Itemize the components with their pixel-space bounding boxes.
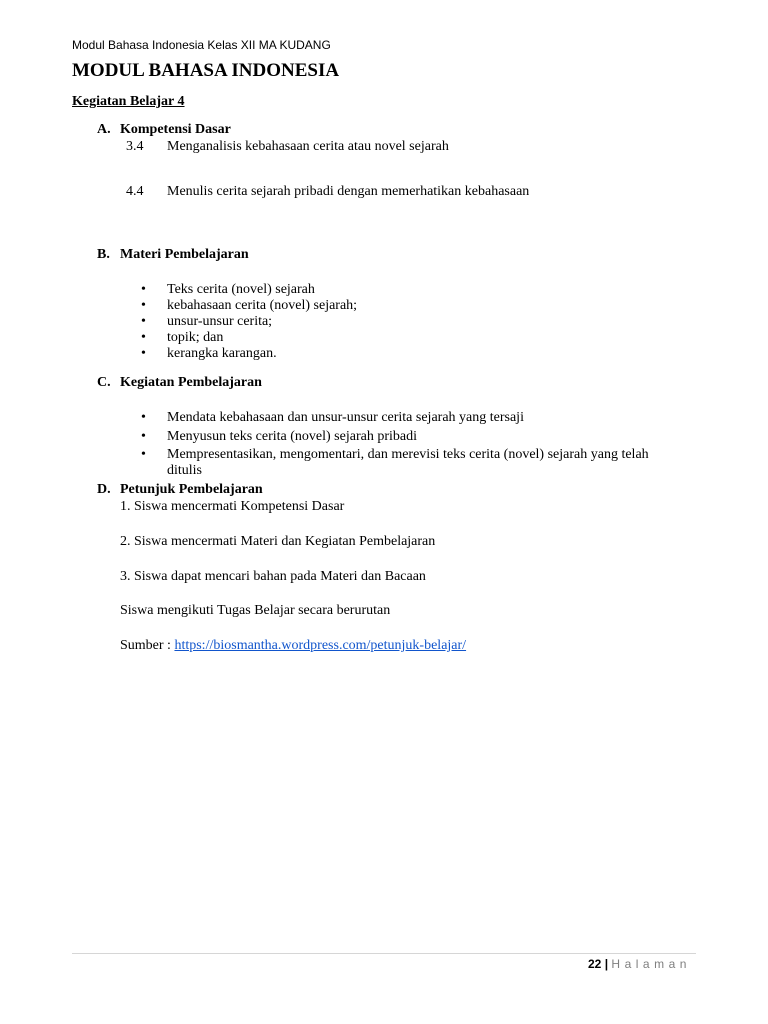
section-b-title: Materi Pembelajaran bbox=[120, 247, 249, 262]
step-item: 2. Siswa mencermati Materi dan Kegiatan Pembelajaran bbox=[120, 534, 436, 549]
running-header: Modul Bahasa Indonesia Kelas XII MA KUDANG bbox=[72, 38, 331, 52]
kd-number: 3.4 bbox=[126, 139, 144, 154]
bullet: • bbox=[141, 447, 146, 462]
page-number: 22 bbox=[588, 957, 602, 971]
section-d-heading bbox=[97, 482, 263, 498]
footer-divider bbox=[72, 953, 696, 954]
section-c-letter: C. bbox=[97, 375, 111, 390]
bullet: • bbox=[141, 298, 146, 313]
page-title: MODUL BAHASA INDONESIA bbox=[72, 60, 340, 81]
section-c-title: Kegiatan Pembelajaran bbox=[120, 375, 262, 390]
bullet: • bbox=[141, 346, 146, 361]
bullet: • bbox=[141, 314, 146, 329]
bullet: • bbox=[141, 410, 146, 425]
list-item-text: Teks cerita (novel) sejarah bbox=[167, 282, 315, 297]
step-item: 1. Siswa mencermati Kompetensi Dasar bbox=[120, 499, 345, 514]
step-item: 3. Siswa dapat mencari bahan pada Materi dan Bacaan bbox=[120, 569, 426, 584]
list-item-text: topik; dan bbox=[167, 330, 224, 345]
list-item-text: Mempresentasikan, mengomentari, dan merevisi teks cerita (novel) sejarah yang telah bbox=[167, 447, 649, 462]
section-a-letter: A. bbox=[97, 122, 111, 137]
list-item-continuation: ditulis bbox=[167, 463, 203, 478]
section-c-heading bbox=[97, 375, 262, 391]
kegiatan-heading: Kegiatan Belajar 4 bbox=[72, 94, 185, 109]
kd-text: Menganalisis kebahasaan cerita atau novel sejarah bbox=[167, 139, 449, 154]
list-item-text: kebahasaan cerita (novel) sejarah; bbox=[167, 298, 358, 313]
bullet: • bbox=[141, 429, 146, 444]
bullet: • bbox=[141, 282, 146, 297]
footer-separator: | bbox=[604, 957, 609, 971]
section-a-title: Kompetensi Dasar bbox=[120, 122, 231, 137]
instruction-note: Siswa mengikuti Tugas Belajar secara berurutan bbox=[120, 603, 391, 618]
list-item-text: kerangka karangan. bbox=[167, 346, 277, 361]
list-item-text: unsur-unsur cerita; bbox=[167, 314, 273, 329]
source-line bbox=[120, 638, 466, 654]
kd-number: 4.4 bbox=[126, 184, 144, 199]
section-b-letter: B. bbox=[97, 247, 110, 262]
page-footer bbox=[588, 957, 691, 971]
section-a-heading bbox=[97, 122, 231, 138]
bullet: • bbox=[141, 330, 146, 345]
page-word: Halaman bbox=[611, 957, 691, 971]
list-item-text: Mendata kebahasaan dan unsur-unsur cerita sejarah yang tersaji bbox=[167, 410, 524, 425]
section-d-letter: D. bbox=[97, 482, 111, 497]
source-link[interactable]: https://biosmantha.wordpress.com/petunjuk-belajar/ bbox=[174, 638, 467, 653]
list-item-text: Menyusun teks cerita (novel) sejarah pribadi bbox=[167, 429, 417, 444]
source-label: Sumber : bbox=[120, 638, 175, 653]
section-d-title: Petunjuk Pembelajaran bbox=[120, 482, 263, 497]
kd-text: Menulis cerita sejarah pribadi dengan memerhatikan kebahasaan bbox=[167, 184, 530, 199]
section-b-heading bbox=[97, 247, 249, 263]
